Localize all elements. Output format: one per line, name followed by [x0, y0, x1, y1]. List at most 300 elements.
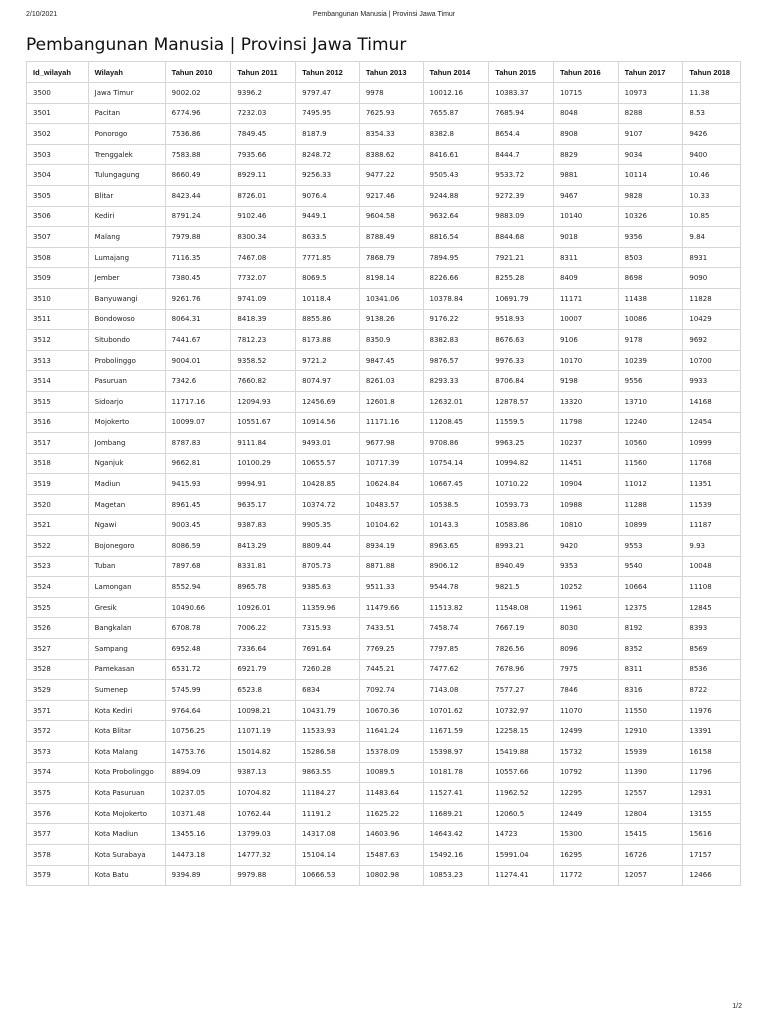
- table-row: [27, 556, 741, 577]
- table-cell: 10239: [618, 350, 683, 371]
- table-cell: 6834: [296, 680, 360, 701]
- table-cell: 7116.35: [165, 247, 231, 268]
- table-cell: 15616: [683, 824, 741, 845]
- table-cell: 9677.98: [359, 433, 423, 454]
- table-cell: 8536: [683, 659, 741, 680]
- table-header-row: [27, 62, 741, 83]
- table-cell: 8048: [553, 103, 618, 124]
- table-cell: 7232.03: [231, 103, 296, 124]
- table-cell: 10583.86: [489, 515, 554, 536]
- table-cell: 9863.55: [296, 762, 360, 783]
- table-cell: 12094.93: [231, 391, 296, 412]
- table-cell: 15398.97: [423, 742, 489, 763]
- table-cell: 3576: [27, 803, 89, 824]
- table-cell: 8316: [618, 680, 683, 701]
- table-cell: 8187.9: [296, 124, 360, 145]
- table-cell: Situbondo: [88, 330, 165, 351]
- table-cell: 10802.98: [359, 865, 423, 886]
- table-cell: 3516: [27, 412, 89, 433]
- table-cell: 8676.63: [489, 330, 554, 351]
- table-cell: 10904: [553, 474, 618, 495]
- table-cell: 15415: [618, 824, 683, 845]
- column-header: Tahun 2017: [618, 62, 683, 83]
- table-cell: 9261.76: [165, 288, 231, 309]
- table-cell: 9979.88: [231, 865, 296, 886]
- table-cell: 11796: [683, 762, 741, 783]
- table-cell: 8409: [553, 268, 618, 289]
- table-cell: 7868.79: [359, 247, 423, 268]
- table-cell: 8906.12: [423, 556, 489, 577]
- table-cell: 8293.33: [423, 371, 489, 392]
- table-cell: 9387.83: [231, 515, 296, 536]
- table-row: [27, 618, 741, 639]
- table-cell: 7467.08: [231, 247, 296, 268]
- table-cell: 9518.93: [489, 309, 554, 330]
- table-cell: 9708.86: [423, 433, 489, 454]
- table-cell: 9493.01: [296, 433, 360, 454]
- table-cell: 9467: [553, 185, 618, 206]
- table-cell: 11438: [618, 288, 683, 309]
- table-cell: 10118.4: [296, 288, 360, 309]
- table-cell: 8288: [618, 103, 683, 124]
- table-cell: 9553: [618, 536, 683, 557]
- table-cell: 10792: [553, 762, 618, 783]
- table-cell: 6774.96: [165, 103, 231, 124]
- table-cell: 11071.19: [231, 721, 296, 742]
- table-cell: 10048: [683, 556, 741, 577]
- table-cell: 10.46: [683, 165, 741, 186]
- table-cell: Mojokerto: [88, 412, 165, 433]
- table-cell: 10374.72: [296, 494, 360, 515]
- print-header: [26, 11, 742, 21]
- table-cell: Blitar: [88, 185, 165, 206]
- table-row: [27, 639, 741, 660]
- table-cell: 14168: [683, 391, 741, 412]
- table-cell: 9721.2: [296, 350, 360, 371]
- table-cell: 14603.96: [359, 824, 423, 845]
- table-cell: Magetan: [88, 494, 165, 515]
- column-header: Tahun 2015: [489, 62, 554, 83]
- table-cell: 8311: [553, 247, 618, 268]
- table-cell: 8931: [683, 247, 741, 268]
- table-cell: 10715: [553, 83, 618, 104]
- table-cell: 7979.88: [165, 227, 231, 248]
- table-cell: 8660.49: [165, 165, 231, 186]
- table-cell: 9604.58: [359, 206, 423, 227]
- table-cell: 8069.5: [296, 268, 360, 289]
- table-cell: 11548.08: [489, 597, 554, 618]
- table-row: [27, 103, 741, 124]
- table-cell: 14723: [489, 824, 554, 845]
- table-row: [27, 453, 741, 474]
- table-cell: 6531.72: [165, 659, 231, 680]
- table-cell: 9400: [683, 144, 741, 165]
- column-header: Id_wilayah: [27, 62, 89, 83]
- table-cell: 3517: [27, 433, 89, 454]
- table-cell: 7685.94: [489, 103, 554, 124]
- table-cell: 11513.82: [423, 597, 489, 618]
- table-cell: 8030: [553, 618, 618, 639]
- table-cell: 3515: [27, 391, 89, 412]
- table-row: [27, 536, 741, 557]
- table-row: [27, 227, 741, 248]
- table-cell: 8261.03: [359, 371, 423, 392]
- column-header: Tahun 2018: [683, 62, 741, 83]
- table-row: [27, 247, 741, 268]
- table-cell: 10810: [553, 515, 618, 536]
- table-cell: 12454: [683, 412, 741, 433]
- table-cell: 9933: [683, 371, 741, 392]
- table-cell: 7691.64: [296, 639, 360, 660]
- table-row: [27, 433, 741, 454]
- table-cell: 8791.24: [165, 206, 231, 227]
- table-cell: 3524: [27, 577, 89, 598]
- table-cell: 11550: [618, 700, 683, 721]
- table-cell: 3510: [27, 288, 89, 309]
- table-cell: 11798: [553, 412, 618, 433]
- table-cell: 11772: [553, 865, 618, 886]
- table-row: [27, 371, 741, 392]
- table-cell: 10664: [618, 577, 683, 598]
- table-cell: 9356: [618, 227, 683, 248]
- table-cell: 3528: [27, 659, 89, 680]
- table-cell: 11171: [553, 288, 618, 309]
- table-cell: 11961: [553, 597, 618, 618]
- table-cell: 11274.41: [489, 865, 554, 886]
- table-cell: 3500: [27, 83, 89, 104]
- table-cell: 9111.84: [231, 433, 296, 454]
- print-date: 2/10/2021: [26, 11, 58, 18]
- table-cell: 15492.16: [423, 844, 489, 865]
- table-cell: 3504: [27, 165, 89, 186]
- table-cell: 10926.01: [231, 597, 296, 618]
- table-cell: 9976.33: [489, 350, 554, 371]
- table-cell: 11962.52: [489, 783, 554, 804]
- table-row: [27, 165, 741, 186]
- table-cell: 3521: [27, 515, 89, 536]
- table-cell: 8388.62: [359, 144, 423, 165]
- table-cell: 11625.22: [359, 803, 423, 824]
- table-cell: 8.53: [683, 103, 741, 124]
- table-cell: 10754.14: [423, 453, 489, 474]
- table-cell: 11479.66: [359, 597, 423, 618]
- column-header: Wilayah: [88, 62, 165, 83]
- table-cell: 7660.82: [231, 371, 296, 392]
- table-row: [27, 206, 741, 227]
- table-cell: 11483.64: [359, 783, 423, 804]
- table-cell: Banyuwangi: [88, 288, 165, 309]
- table-cell: 11187: [683, 515, 741, 536]
- table-cell: 7921.21: [489, 247, 554, 268]
- table-cell: 11768: [683, 453, 741, 474]
- table-cell: 8423.44: [165, 185, 231, 206]
- table-cell: Tulungagung: [88, 165, 165, 186]
- table-cell: 10326: [618, 206, 683, 227]
- table-cell: 8894.09: [165, 762, 231, 783]
- table-row: [27, 185, 741, 206]
- table-cell: 12931: [683, 783, 741, 804]
- table-cell: 3575: [27, 783, 89, 804]
- table-cell: 8706.84: [489, 371, 554, 392]
- table-cell: 8248.72: [296, 144, 360, 165]
- table-cell: 10994.82: [489, 453, 554, 474]
- table-cell: 9076.4: [296, 185, 360, 206]
- table-cell: 7380.45: [165, 268, 231, 289]
- table-cell: 11717.16: [165, 391, 231, 412]
- table-row: [27, 721, 741, 742]
- table-cell: 3509: [27, 268, 89, 289]
- table-cell: Malang: [88, 227, 165, 248]
- table-cell: 7441.67: [165, 330, 231, 351]
- table-cell: 9004.01: [165, 350, 231, 371]
- table-cell: 7849.45: [231, 124, 296, 145]
- table-cell: 15286.58: [296, 742, 360, 763]
- table-cell: 3578: [27, 844, 89, 865]
- table-cell: 8300.34: [231, 227, 296, 248]
- table-cell: 10704.82: [231, 783, 296, 804]
- table-cell: 3512: [27, 330, 89, 351]
- table-cell: 3508: [27, 247, 89, 268]
- table-cell: Madiun: [88, 474, 165, 495]
- table-body: [27, 83, 741, 886]
- table-cell: Ponorogo: [88, 124, 165, 145]
- table-cell: 10237: [553, 433, 618, 454]
- table-cell: 9828: [618, 185, 683, 206]
- table-cell: 6952.48: [165, 639, 231, 660]
- table-cell: 10181.78: [423, 762, 489, 783]
- table-cell: 9415.93: [165, 474, 231, 495]
- table-row: [27, 783, 741, 804]
- table-cell: 3522: [27, 536, 89, 557]
- table-row: [27, 865, 741, 886]
- table-row: [27, 268, 741, 289]
- column-header: Tahun 2011: [231, 62, 296, 83]
- table-row: [27, 412, 741, 433]
- print-title: Pembangunan Manusia | Provinsi Jawa Timur: [312, 11, 456, 18]
- table-cell: 9176.22: [423, 309, 489, 330]
- table-cell: 12060.5: [489, 803, 554, 824]
- table-cell: 7812.23: [231, 330, 296, 351]
- table-cell: 12910: [618, 721, 683, 742]
- table-cell: Sampang: [88, 639, 165, 660]
- column-header: Tahun 2013: [359, 62, 423, 83]
- table-cell: 8829: [553, 144, 618, 165]
- table-cell: 8965.78: [231, 577, 296, 598]
- column-header: Tahun 2010: [165, 62, 231, 83]
- table-cell: 8354.33: [359, 124, 423, 145]
- table-cell: Jombang: [88, 433, 165, 454]
- table-cell: 9102.46: [231, 206, 296, 227]
- table-cell: 11012: [618, 474, 683, 495]
- table-cell: 7678.96: [489, 659, 554, 680]
- table-cell: 11070: [553, 700, 618, 721]
- table-cell: 13710: [618, 391, 683, 412]
- table-cell: 8198.14: [359, 268, 423, 289]
- table-cell: 10988: [553, 494, 618, 515]
- table-row: [27, 144, 741, 165]
- table-cell: Gresik: [88, 597, 165, 618]
- table-cell: 3526: [27, 618, 89, 639]
- table-cell: 10100.29: [231, 453, 296, 474]
- table-cell: 8393: [683, 618, 741, 639]
- table-cell: 8788.49: [359, 227, 423, 248]
- table-cell: 7935.66: [231, 144, 296, 165]
- table-cell: 3529: [27, 680, 89, 701]
- table-cell: 9.84: [683, 227, 741, 248]
- table-cell: 8929.11: [231, 165, 296, 186]
- table-cell: 8173.88: [296, 330, 360, 351]
- table-cell: 9106: [553, 330, 618, 351]
- table-cell: 9692: [683, 330, 741, 351]
- table-cell: 9178: [618, 330, 683, 351]
- table-cell: 10691.79: [489, 288, 554, 309]
- table-cell: 3574: [27, 762, 89, 783]
- table-cell: 7260.28: [296, 659, 360, 680]
- table-cell: 11828: [683, 288, 741, 309]
- table-cell: 9420: [553, 536, 618, 557]
- table-cell: 10378.84: [423, 288, 489, 309]
- table-cell: Sidoarjo: [88, 391, 165, 412]
- table-cell: 16295: [553, 844, 618, 865]
- table-cell: 8934.19: [359, 536, 423, 557]
- table-cell: 8993.21: [489, 536, 554, 557]
- table-cell: 8064.31: [165, 309, 231, 330]
- column-header: Tahun 2014: [423, 62, 489, 83]
- table-cell: 8963.65: [423, 536, 489, 557]
- table-cell: 11208.45: [423, 412, 489, 433]
- table-cell: 11539: [683, 494, 741, 515]
- table-cell: 10756.25: [165, 721, 231, 742]
- table-cell: 10104.62: [359, 515, 423, 536]
- table-cell: 9505.43: [423, 165, 489, 186]
- table-cell: 10098.21: [231, 700, 296, 721]
- table-cell: 7458.74: [423, 618, 489, 639]
- table-cell: 10089.5: [359, 762, 423, 783]
- table-cell: 9449.1: [296, 206, 360, 227]
- table-cell: 6523.8: [231, 680, 296, 701]
- table-cell: 10666.53: [296, 865, 360, 886]
- table-cell: 10973: [618, 83, 683, 104]
- data-table: [26, 61, 741, 886]
- table-cell: 11533.93: [296, 721, 360, 742]
- table-cell: 14473.18: [165, 844, 231, 865]
- table-cell: 7797.85: [423, 639, 489, 660]
- table-cell: Kota Blitar: [88, 721, 165, 742]
- table-cell: 11560: [618, 453, 683, 474]
- table-cell: 10717.39: [359, 453, 423, 474]
- table-row: [27, 124, 741, 145]
- table-cell: 8552.94: [165, 577, 231, 598]
- table-cell: 8722: [683, 680, 741, 701]
- table-cell: Pacitan: [88, 103, 165, 124]
- table-cell: 9797.47: [296, 83, 360, 104]
- table-cell: 10624.84: [359, 474, 423, 495]
- table-cell: 10429: [683, 309, 741, 330]
- table-cell: 9358.52: [231, 350, 296, 371]
- table-cell: 9511.33: [359, 577, 423, 598]
- table-cell: 8331.81: [231, 556, 296, 577]
- table-cell: 3571: [27, 700, 89, 721]
- table-cell: 8809.44: [296, 536, 360, 557]
- table-cell: 7577.27: [489, 680, 554, 701]
- table-cell: 9244.88: [423, 185, 489, 206]
- table-cell: 12804: [618, 803, 683, 824]
- table-cell: 8705.73: [296, 556, 360, 577]
- table-cell: 12632.01: [423, 391, 489, 412]
- table-cell: 12456.69: [296, 391, 360, 412]
- table-cell: 9272.39: [489, 185, 554, 206]
- table-row: [27, 680, 741, 701]
- table-cell: 8192: [618, 618, 683, 639]
- table-row: [27, 330, 741, 351]
- table-cell: 11390: [618, 762, 683, 783]
- table-cell: Tuban: [88, 556, 165, 577]
- table-cell: 13320: [553, 391, 618, 412]
- table-cell: 8350.9: [359, 330, 423, 351]
- table-cell: 11689.21: [423, 803, 489, 824]
- table-cell: 9003.45: [165, 515, 231, 536]
- table-cell: 15939: [618, 742, 683, 763]
- table-cell: 9963.25: [489, 433, 554, 454]
- table-cell: 8871.88: [359, 556, 423, 577]
- table-cell: Trenggalek: [88, 144, 165, 165]
- table-cell: 10899: [618, 515, 683, 536]
- table-cell: 9002.02: [165, 83, 231, 104]
- table-cell: 14643.42: [423, 824, 489, 845]
- table-cell: 10086: [618, 309, 683, 330]
- table-cell: 7732.07: [231, 268, 296, 289]
- table-row: [27, 824, 741, 845]
- table-cell: 8226.66: [423, 268, 489, 289]
- table-cell: 15487.63: [359, 844, 423, 865]
- table-cell: 7975: [553, 659, 618, 680]
- table-cell: 9477.22: [359, 165, 423, 186]
- table-cell: 10383.37: [489, 83, 554, 104]
- table-cell: 9821.5: [489, 577, 554, 598]
- table-cell: 3525: [27, 597, 89, 618]
- table-cell: 10140: [553, 206, 618, 227]
- table-cell: 10667.45: [423, 474, 489, 495]
- table-cell: 3519: [27, 474, 89, 495]
- table-cell: 8940.49: [489, 556, 554, 577]
- table-cell: 9881: [553, 165, 618, 186]
- table-row: [27, 597, 741, 618]
- table-row: [27, 474, 741, 495]
- table-cell: 9741.09: [231, 288, 296, 309]
- table-cell: Pasuruan: [88, 371, 165, 392]
- table-cell: 5745.99: [165, 680, 231, 701]
- table-cell: 6708.78: [165, 618, 231, 639]
- table-cell: 3527: [27, 639, 89, 660]
- table-row: [27, 515, 741, 536]
- table-cell: 3507: [27, 227, 89, 248]
- table-cell: 9353: [553, 556, 618, 577]
- table-cell: Kota Madiun: [88, 824, 165, 845]
- page-title: Pembangunan Manusia | Provinsi Jawa Timur: [26, 35, 407, 55]
- table-cell: 8698: [618, 268, 683, 289]
- table-cell: 9883.09: [489, 206, 554, 227]
- table-cell: Lumajang: [88, 247, 165, 268]
- table-cell: 16158: [683, 742, 741, 763]
- table-cell: 9905.35: [296, 515, 360, 536]
- table-cell: 15300: [553, 824, 618, 845]
- table-cell: 12240: [618, 412, 683, 433]
- table-cell: Kota Probolinggo: [88, 762, 165, 783]
- table-cell: 9632.64: [423, 206, 489, 227]
- table-cell: Kota Surabaya: [88, 844, 165, 865]
- table-cell: 7445.21: [359, 659, 423, 680]
- table-cell: Jember: [88, 268, 165, 289]
